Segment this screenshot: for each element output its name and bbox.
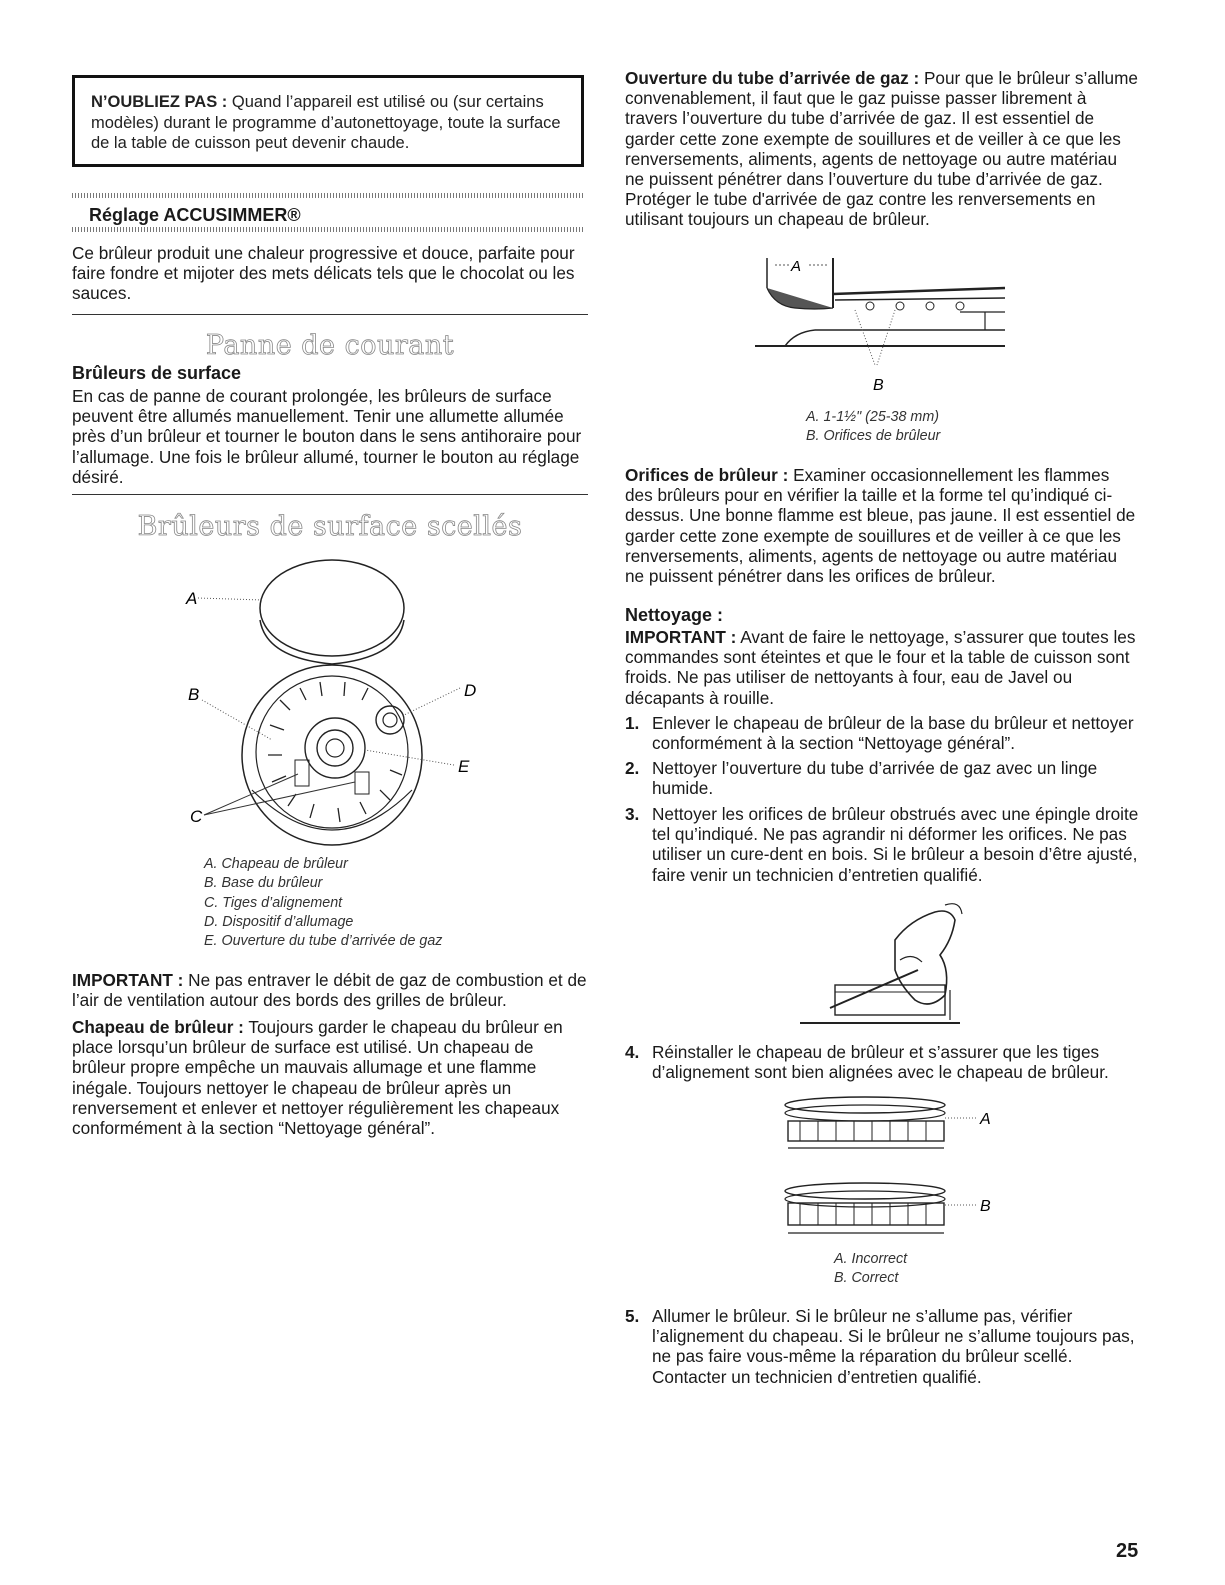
step-item [625, 1042, 1140, 1082]
step-text: Nettoyer l’ouverture du tube d’arrivée de gaz avec un linge humide. [652, 758, 1098, 799]
important-paragraph [72, 970, 590, 1010]
step-number: 1. [625, 713, 640, 733]
orifices-paragraph [625, 465, 1140, 586]
step-number: 4. [625, 1042, 640, 1062]
pin-cleaning-illustration [800, 900, 970, 1030]
diagram-label-e: E [458, 757, 470, 776]
fig1-label-a: A [791, 258, 802, 275]
caption-line: A. Incorrect [834, 1251, 908, 1267]
caption-line: D. Dispositif d’allumage [204, 913, 354, 930]
diagram-label-a: A [186, 589, 198, 608]
step-text: Enlever le chapeau de brûleur de la base du brûleur et nettoyer conformément à la section “Nettoyage général”. [652, 713, 1134, 754]
cleaning-important-paragraph [625, 627, 1140, 708]
orifices-text: Examiner occasionnellement les flammes des brûleurs pour en vérifier la taille et la forme tel qu’indiqué ci-dessus. Une bonne flamme est bleue, pas jaune. Il est essentiel de garder cette zone exempte de souillures et de veiller à ce que les renversements, aliments, agents de nettoyage ou autre matériau ne puissent pénétrer dans les orifices de brûleur. [625, 465, 1136, 587]
step-text: Réinstaller le chapeau de brûleur et s’assurer que les tiges d’alignement sont bien alignées avec le chapeau de brûleur. [652, 1042, 1109, 1083]
sealed-burner-diagram [180, 560, 500, 880]
step-item [625, 804, 1140, 885]
caption-line: C. Tiges d’alignement [204, 894, 343, 911]
surface-burners-heading: Brûleurs de surface [72, 363, 242, 383]
cap-alignment-diagram [780, 1093, 1010, 1258]
hatch-rule [72, 193, 584, 198]
cleaning-important-text: Avant de faire le nettoyage, s’assurer que toutes les commandes sont éteintes et que le four et la table de cuisson sont froids. Ne pas utiliser de nettoyants à four, eau de Javel ou décapants à rouille. [625, 627, 1136, 708]
accusimmer-text: Ce brûleur produit une chaleur progressive et douce, parfaite pour faire fondre et mijoter des mets délicats tels que le chocolat ou les sauces. [72, 243, 575, 304]
section-divider [72, 314, 588, 315]
cap-label: Chapeau de brûleur : [72, 1017, 244, 1037]
section-divider [72, 494, 588, 495]
fig1-captions [806, 408, 940, 447]
caption-line: B. Orifices de brûleur [806, 428, 941, 445]
important-text: Ne pas entraver le débit de gaz de combustion et de l’air de ventilation autour des bords des grilles de brûleur. [72, 970, 587, 1011]
step-text: Allumer le brûleur. Si le brûleur ne s’allume pas, vérifier l’alignement du chapeau. Si le brûleur ne s’allume toujours pas, ne pas faire vous-même la réparation du brûleur scellé. Contacter un technicien d’entretien qualifié. [652, 1306, 1135, 1387]
burner-cross-section-diagram [755, 250, 1015, 400]
notice-label: N’OUBLIEZ PAS : [91, 93, 228, 111]
step-item [625, 1306, 1140, 1387]
caption-line: B. Base du brûleur [204, 875, 323, 892]
step-item [625, 758, 1140, 798]
diagram-label-b: B [188, 685, 200, 704]
accusimmer-heading: Réglage ACCUSIMMER® [89, 205, 301, 225]
cleaning-important-label: IMPORTANT : [625, 627, 737, 647]
cleaning-heading: Nettoyage : [625, 605, 724, 625]
hatch-rule [72, 227, 584, 232]
cap-paragraph [72, 1017, 590, 1138]
fig3-label-a: A [980, 1111, 991, 1128]
page-number: 25 [1116, 1540, 1139, 1562]
diagram-label-c: C [190, 807, 203, 826]
step-text: Nettoyer les orifices de brûleur obstrués avec une épingle droite tel qu’indiqué. Ne pas agrandir ni déformer les orifices. Ne pas utiliser un cure-dent en bois. Si le brûleur a besoin d’être ajusté, faire venir un technicien d’entretien qualifié. [652, 804, 1139, 885]
gas-tube-text: Pour que le brûleur s’allume convenablement, il faut que le gaz puisse passer librement à travers l’ouverture du tube d’arrivée de gaz. Il est essentiel de garder cette zone exempte de souillures et de veiller à ce que les renversements, aliments, agents de nettoyage ou autre matériau ne puissent pénétrer dans l’ouverture du tube d’arrivée de gaz. Protéger le tube d'arrivée de gaz contre les renversements en utilisant toujours un chapeau de brûleur. [625, 68, 1138, 230]
caption-line: A. 1-1½" (25-38 mm) [806, 409, 939, 425]
gas-tube-label: Ouverture du tube d’arrivée de gaz : [625, 68, 920, 88]
notice-box [72, 75, 584, 167]
fig3-label-b: B [980, 1198, 991, 1215]
caption-line: B. Correct [834, 1270, 899, 1287]
sealed-burners-heading: Brûleurs de surface scellés [137, 511, 523, 542]
orifices-label: Orifices de brûleur : [625, 465, 789, 485]
step-number: 2. [625, 758, 640, 778]
fig1-label-b: B [873, 377, 884, 394]
diagram-label-d: D [464, 681, 477, 700]
surface-burners-text: En cas de panne de courant prolongée, les brûleurs de surface peuvent être allumés manuellement. Tenir une allumette allumée près d’un brûleur et tourner le bouton dans le sens antihoraire pour l’allumage. Une fois le brûleur allumé, tourner le bouton au réglage désiré. [72, 386, 582, 487]
step-number: 3. [625, 804, 640, 824]
power-outage-heading: Panne de courant [205, 330, 455, 361]
fig3-captions [834, 1250, 907, 1289]
notice-text: Quand l’appareil est utilisé ou (sur certains modèles) durant le programme d’autonettoyage, toute la surface de la table de cuisson peut devenir chaude. [91, 93, 561, 152]
step-item [625, 713, 1140, 753]
important-label: IMPORTANT : [72, 970, 184, 990]
caption-line: E. Ouverture du tube d’arrivée de gaz [204, 933, 443, 950]
caption-line: A. Chapeau de brûleur [204, 856, 348, 872]
diagram-captions [204, 855, 442, 951]
cap-text: Toujours garder le chapeau du brûleur en place lorsqu’un brûleur de surface est utilisé. Un chapeau de brûleur propre empêche un mauvais allumage et une flamme inégale. Toujours nettoyer le chapeau de brûleur après un renversement et enlever et nettoyer régulièrement les chapeaux conformément à la section “Nettoyage général”. [72, 1017, 563, 1139]
step-number: 5. [625, 1306, 640, 1326]
gas-tube-paragraph [625, 68, 1140, 230]
